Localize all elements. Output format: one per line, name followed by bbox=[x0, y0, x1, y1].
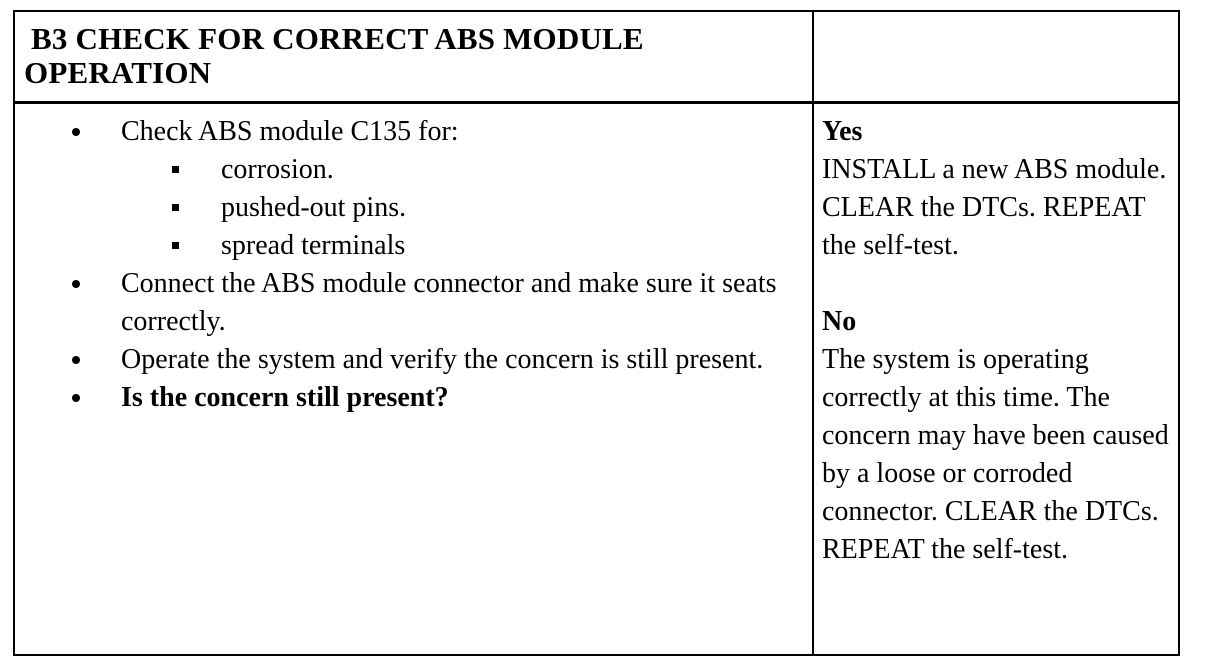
no-action: The system is operating correctly at this time. The concern may have been caused by a loose or corroded connector. CLEAR the DTCs. REPEAT the self-test. bbox=[822, 344, 1169, 565]
bullet-icon bbox=[72, 280, 80, 288]
outcome-spacer bbox=[822, 265, 1172, 303]
square-bullet-icon bbox=[172, 204, 179, 211]
bullet-icon bbox=[72, 394, 80, 402]
square-bullet-icon bbox=[172, 166, 179, 173]
sub-list-item bbox=[0, 189, 812, 227]
step-question: Is the concern still present? bbox=[121, 382, 449, 413]
list-item bbox=[0, 379, 811, 417]
sub-item-spread-terminals: spread terminals bbox=[221, 230, 406, 261]
sub-item-pushed-out-pins: pushed-out pins. bbox=[221, 192, 407, 223]
step-connect-connector: Connect the ABS module connector and make sure it seats correctly. bbox=[121, 268, 777, 337]
step-operate-system: Operate the system and verify the concern is still present. bbox=[121, 344, 764, 375]
header-divider bbox=[13, 101, 1180, 104]
no-label: No bbox=[822, 306, 857, 337]
square-bullet-icon bbox=[172, 242, 179, 249]
instruction-list bbox=[0, 113, 812, 417]
list-item bbox=[0, 341, 811, 379]
column-divider bbox=[812, 10, 814, 656]
heading-line-2: OPERATION bbox=[24, 55, 212, 90]
bullet-icon bbox=[72, 128, 80, 136]
outcome-column bbox=[822, 113, 1172, 569]
yes-action: INSTALL a new ABS module. CLEAR the DTCs. REPEAT the self-test. bbox=[822, 154, 1167, 261]
step-heading bbox=[24, 22, 784, 90]
heading-line-1: B3 CHECK FOR CORRECT ABS MODULE bbox=[31, 21, 644, 56]
bullet-icon bbox=[72, 356, 80, 364]
step-check-module: Check ABS module C135 for: bbox=[121, 116, 459, 147]
yes-label: Yes bbox=[822, 116, 863, 147]
list-item bbox=[0, 265, 811, 341]
sub-list-item bbox=[0, 227, 812, 265]
list-item bbox=[0, 113, 811, 151]
sub-item-corrosion: corrosion. bbox=[221, 154, 334, 185]
sub-list-item bbox=[0, 151, 812, 189]
